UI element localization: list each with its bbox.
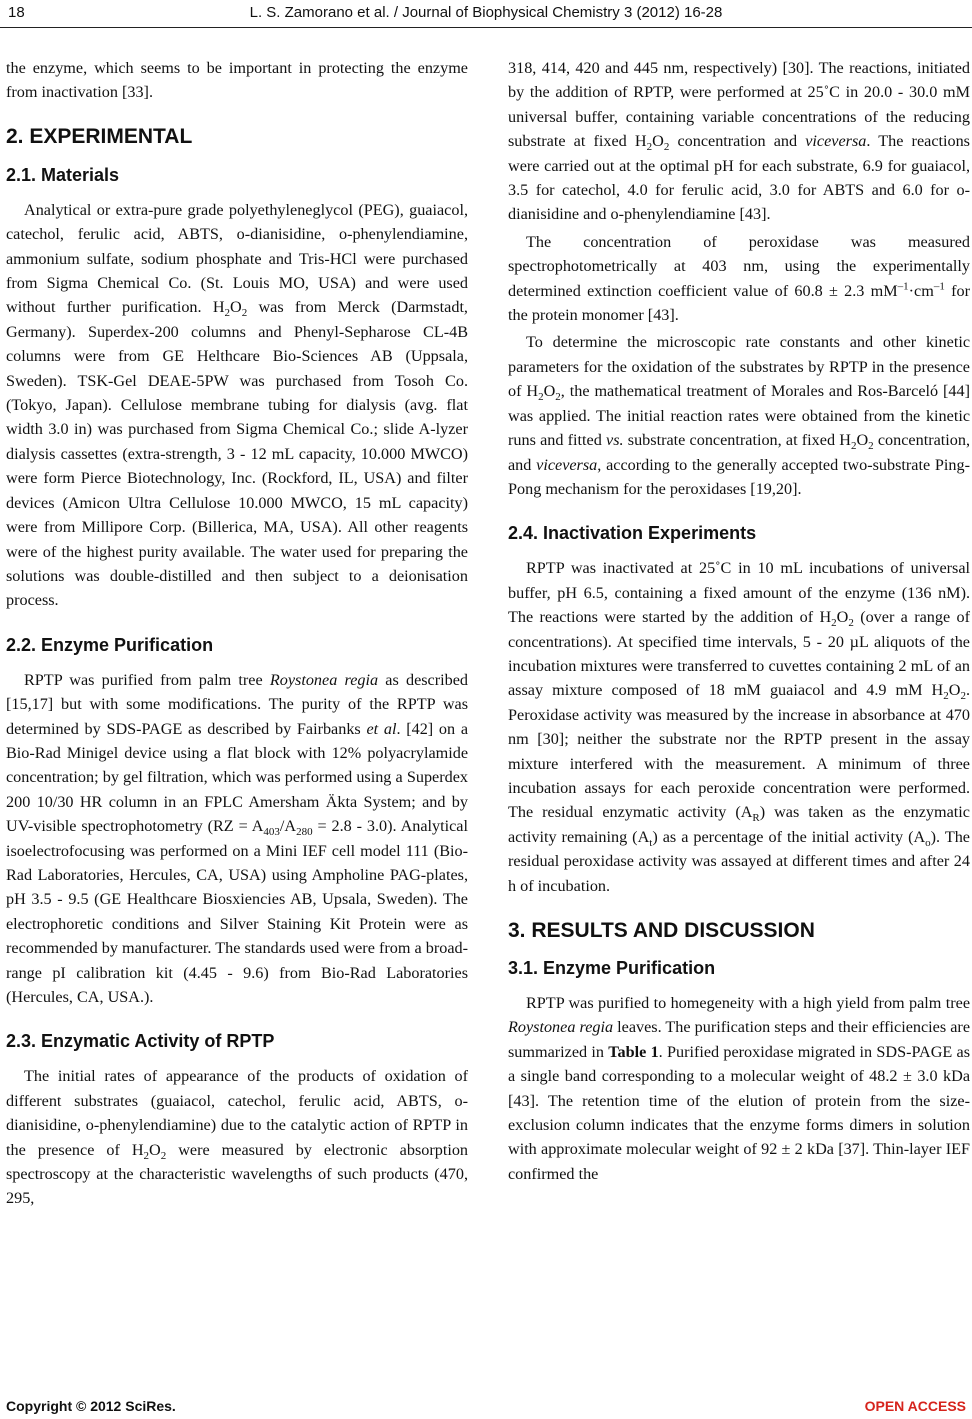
right-column <box>508 56 970 1186</box>
paragraph-activity: The initial rates of appearance of the products of oxidation of different substrates (guaiacol, catechol, ferulic acid, ABTS, o-dianisidine, o-phenylendiamine) due to the catalytic action of RPTP in the presence of $H_2O_2$ were measured by electronic absorption spectroscopy at the characteristic wavelengths of such products (470, 295, <box>6 1067 469 1208</box>
page-header <box>8 4 964 26</box>
page-number: 18 <box>8 4 25 21</box>
paragraph-reaction-conditions: 318, 414, 420 and 445 nm, respectively) [30]. The reactions, initiated by the addition of RPTP, were performed at 25˚C in 20.0 - 30.0 mM universal buffer, containing variable concentrations of the reducing substrate at fixed $H_2O_2$ concentration and viceversa. The reactions were carried out at the optimal pH for each substrate, 6.9 for guaiacol, 3.5 for catechol, 4.0 for ferulic acid, 3.0 for ABTS and 6.0 for o-dianisidine and o-phenylendiamine [43]. <box>508 59 970 224</box>
section-heading-experimental: 2. EXPERIMENTAL <box>6 124 193 148</box>
table-reference: Table 1 <box>608 1042 659 1061</box>
subsection-heading-materials: 2.1. Materials <box>6 164 120 185</box>
page-footer <box>6 1398 966 1418</box>
paragraph-concentration: The concentration of peroxidase was measured spectrophotometrically at 403 nm, using the experimentally determined extinction coefficient value of 60.8 ± 2.3 $mM^{-1}\cdot cm^{-1}$ for the protein monomer [43]. <box>508 232 970 325</box>
copyright-notice: Copyright © 2012 SciRes. <box>6 1398 176 1414</box>
paragraph-kinetics: To determine the microscopic rate constants and other kinetic parameters for the oxidation of the substrates by RPTP in the presence of $H_2O_2$, the mathematical treatment of Morales and Ros-Barceló [44] was applied. The initial reaction rates were obtained from the kinetic runs and fitted vs. substrate concentration, at fixed $H_2O_2$ concentration, and viceversa, according to the generally accepted two-substrate Ping-Pong mechanism for the peroxidases [19,20]. <box>508 333 971 498</box>
paragraph-inactivation: RPTP was inactivated at 25˚C in 10 mL incubations of universal buffer, pH 6.5, containing a fixed amount of the enzyme (136 nM). The reactions were started by the addition of $H_2O_2$ (over a range of concentrations). At specified time intervals, 5 - 20 µL aliquots of the incubation mixtures were transferred to cuvettes containing 2 mL of an assay mixture composed of 18 mM guaiacol and 4.9 mM $H_2O_2$. Peroxidase activity was measured by the increase in absorbance at 470 nm [30]; neither the substrate nor the RPTP present in the assay mixture interfered with the measurement. A minimum of three incubation assays for each peroxide concentration were performed. The residual enzymatic activity $(A_R)$ was taken as the enzymatic activity remaining $(A_t)$ as a percentage of the initial activity $(A_o)$. The residual peroxidase activity was assayed at different times and after 24 h of incubation. <box>508 559 970 895</box>
subsection-heading-inactivation: 2.4. Inactivation Experiments <box>508 523 757 544</box>
paragraph-materials: Analytical or extra-pure grade polyethyleneglycol (PEG), guaiacol, catechol, ferulic acid, ABTS, o-dianisidine, o-phenylendiamine, ammonium sulfate, sodium phosphate and Tris-HCl were purchased from Sigma Chemical Co. (St. Louis MO, USA) and were used without further purification. $H_2O_2$ was from Merck (Darmstadt, Germany). Superdex-200 columns and Phenyl-Sepharose CL-4B columns were from GE Helthcare Bio-Sciences AB (Uppsala, Sweden). TSK-Gel DEAE-5PW was purchased from Tosoh Co. (Tokyo, Japan). Cellulose membrane tubing for dialysis (avg. flat width 3.0 in) was purchased from Sigma Chemical Co.; slide A-lyzer dialysis cassettes (extra-strength, 3 - 12 mL capacity, 10.000 MWCO) were form Pierce Biotechnology, Inc. (Rockford, IL, USA) and filter devices (Amicon Ultra Cellulose 10.000 MWCO, 15 mL capacity) were from Millipore Corp. (Billerica, MA, USA). All other reagents were of the highest purity available. The water used for preparing the solutions was double-distilled and then subject to a deionisation process. <box>6 200 468 610</box>
subsection-heading-results-purification: 3.1. Enzyme Purification <box>508 958 716 978</box>
header-rule <box>0 27 972 28</box>
paragraph-results-purification: RPTP was purified to homegeneity with a high yield from palm tree Roystonea regia leaves. The purification steps and their efficiencies are summarized in Table 1. Purified peroxidase migrated in SDS-PAGE as a single band corresponding to a molecular weight of 48.2 ± 3.0 kDa [43]. The retention time of the elution of protein from the size-exclusion column indicates that the enzyme forms dimers in solution with approximate molecular weight of 92 ± 2 kDa [37]. Thin-layer IEF confirmed the <box>508 994 971 1183</box>
paragraph-continuation: the enzyme, which seems to be important in protecting the enzyme from inactivation [33]. <box>6 59 468 102</box>
open-access-label: OPEN ACCESS <box>864 1398 966 1414</box>
paragraph-purification: RPTP was purified from palm tree Roystonea regia as described [15,17] but with some modifications. The purity of the RPTP was determined by SDS-PAGE as described by Fairbanks et al. [42] on a Bio-Rad Minigel device using a flat block with 12% polyacrylamide concentration; by gel filtration, which was performed using a Superdex 200 10/30 HR column in an FPLC Amersham Äkta System; and by UV-visible spectrophotometry $(RZ = A_{403}/A_{280} = 2.8 - 3.0)$. Analytical isoelectrofocusing was performed on a Mini IEF cell model 111 (Bio-Rad Laboratories, Hercules, CA, USA) using Ampholine PAG-plates, pH 3.5 - 9.5 (GE Healthcare Biosxiencies AB, Upsala, Sweden). The electrophoretic conditions and Silver Staining Kit Protein were as recommended by manufacturer. The standards used were from a broad-range pI calibration kit (4.45 - 9.6) from Bio-Rad Laboratories (Hercules, CA, USA.). <box>6 670 469 1006</box>
left-column <box>6 56 468 1211</box>
section-heading-results: 3. RESULTS AND DISCUSSION <box>508 919 815 942</box>
subsection-heading-enzyme-purification: 2.2. Enzyme Purification <box>6 634 214 655</box>
subsection-heading-enzymatic-activity: 2.3. Enzymatic Activity of RPTP <box>6 1031 275 1052</box>
running-title: L. S. Zamorano et al. / Journal of Biophysical Chemistry 3 (2012) 16-28 <box>249 4 723 21</box>
